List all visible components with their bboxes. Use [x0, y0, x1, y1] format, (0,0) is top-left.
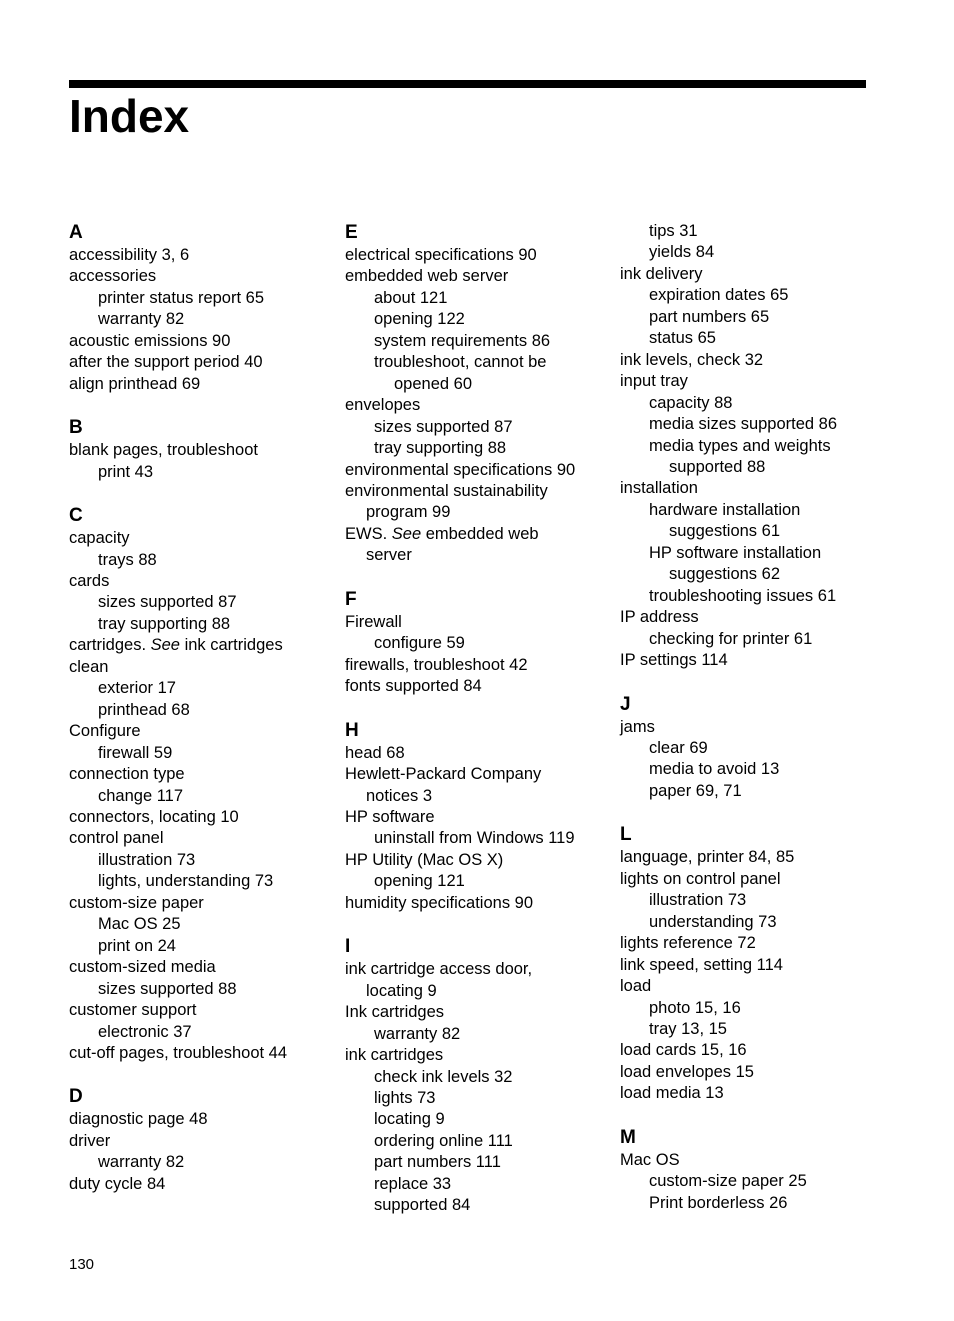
index-entry: system requirements 86 — [374, 331, 551, 350]
index-entry: IP address — [620, 608, 699, 627]
index-entry: load — [620, 977, 652, 996]
index-entry: installation — [620, 479, 698, 498]
index-entry: accessibility 3, 6 — [69, 246, 190, 264]
index-entry: environmental sustainability — [345, 481, 548, 500]
index-entry: diagnostic page 48 — [69, 1110, 208, 1129]
index-entry-text: EWS. — [345, 524, 392, 543]
index-entry: ordering online 111 — [374, 1131, 513, 1150]
index-entry-text: cartridges. — [69, 636, 151, 655]
index-column-1 — [69, 221, 319, 1216]
index-entry: tray supporting 88 — [374, 439, 507, 458]
index-entry: duty cycle 84 — [69, 1174, 166, 1193]
index-entry: suggestions 62 — [669, 565, 780, 584]
index-entry: custom-size paper — [69, 893, 204, 912]
index-entry: print on 24 — [98, 936, 176, 955]
index-entry-text: embedded web — [421, 524, 539, 543]
index-entry: capacity — [69, 529, 130, 548]
index-entry: sizes supported 87 — [98, 593, 237, 612]
index-letter-heading: C — [69, 505, 83, 527]
index-entry: after the support period 40 — [69, 353, 263, 372]
index-letter-heading: H — [345, 719, 359, 741]
index-entry: opening 122 — [374, 310, 465, 329]
index-entry: locating 9 — [366, 981, 437, 1000]
index-entry: HP software — [345, 807, 435, 826]
index-entry: Hewlett-Packard Company — [345, 765, 542, 784]
index-entry: media to avoid 13 — [649, 760, 780, 779]
index-letter-heading: F — [345, 588, 357, 610]
index-entry: about 121 — [374, 288, 448, 307]
index-entry: printhead 68 — [98, 700, 190, 719]
index-entry: Configure — [69, 722, 141, 741]
index-entry: Mac OS 25 — [98, 915, 181, 934]
index-entry: HP Utility (Mac OS X) — [345, 850, 504, 869]
index-column-3 — [620, 221, 880, 1235]
index-column-2 — [345, 221, 605, 1238]
index-group — [69, 1085, 319, 1195]
index-entry: exterior 17 — [98, 679, 176, 698]
index-entry: load cards 15, 16 — [620, 1041, 747, 1060]
index-entry: lights 73 — [374, 1088, 436, 1107]
index-entry: custom-sized media — [69, 958, 216, 977]
index-entry: language, printer 84, 85 — [620, 848, 795, 867]
index-letter-heading: M — [620, 1126, 636, 1148]
index-entry: suggestions 61 — [669, 522, 780, 541]
index-entry: connection type — [69, 765, 185, 784]
index-entry: jams — [620, 717, 655, 736]
index-entry: configure 59 — [374, 634, 465, 653]
see-reference: See — [150, 636, 180, 655]
index-entry: fonts supported 84 — [345, 677, 482, 696]
index-entry: understanding 73 — [649, 912, 777, 931]
index-entry: check ink levels 32 — [374, 1067, 513, 1086]
index-entry: illustration 73 — [649, 891, 747, 910]
index-entry: warranty 82 — [98, 310, 185, 329]
index-group — [69, 416, 319, 483]
index-group — [345, 221, 605, 567]
index-entry: opened 60 — [394, 374, 472, 393]
index-entry: tray 13, 15 — [649, 1019, 727, 1038]
index-entry: supported 88 — [669, 457, 766, 476]
index-entry: media sizes supported 86 — [649, 415, 838, 434]
index-entry: humidity specifications 90 — [345, 893, 534, 912]
index-entry: load media 13 — [620, 1084, 724, 1103]
index-entry: trays 88 — [98, 550, 157, 569]
index-entry: embedded web server — [345, 267, 509, 286]
index-entry: hardware installation — [649, 500, 801, 519]
index-group — [345, 935, 605, 1216]
index-entry: envelopes — [345, 396, 421, 415]
index-entry: control panel — [69, 829, 164, 848]
index-entry: input tray — [620, 372, 688, 391]
see-reference: See — [391, 524, 422, 543]
index-entry: part numbers 111 — [374, 1153, 501, 1172]
index-entry: locating 9 — [374, 1110, 445, 1129]
index-entry: lights reference 72 — [620, 934, 756, 953]
title-rule — [69, 80, 866, 88]
index-entry: media types and weights — [649, 436, 831, 455]
index-entry: server — [366, 546, 412, 565]
index-entry: tips 31 — [649, 222, 698, 240]
index-entry: HP software installation — [649, 543, 822, 562]
index-entry: paper 69, 71 — [649, 781, 742, 800]
index-group — [345, 719, 605, 915]
index-group — [69, 221, 319, 395]
index-entry: ink cartridge access door, — [345, 960, 533, 979]
index-entry: connectors, locating 10 — [69, 807, 239, 826]
index-entry: lights on control panel — [620, 869, 781, 888]
index-entry: uninstall from Windows 119 — [374, 829, 575, 848]
index-entry: capacity 88 — [649, 393, 733, 412]
index-entry: custom-size paper 25 — [649, 1172, 807, 1191]
index-entry: printer status report 65 — [98, 288, 264, 307]
index-entry: blank pages, troubleshoot — [69, 441, 258, 460]
index-entry: load envelopes 15 — [620, 1062, 754, 1081]
index-letter-heading: I — [345, 936, 351, 958]
index-entry: warranty 82 — [374, 1024, 461, 1043]
index-entry: sizes supported 88 — [98, 979, 237, 998]
index-entry: illustration 73 — [98, 850, 196, 869]
index-entry: notices 3 — [366, 786, 433, 805]
index-entry: environmental specifications 90 — [345, 460, 576, 479]
index-entry: Print borderless 26 — [649, 1193, 788, 1212]
index-entry: head 68 — [345, 743, 405, 762]
index-entry: clean — [69, 657, 109, 676]
index-group — [69, 504, 319, 1064]
index-entry: firewalls, troubleshoot 42 — [345, 655, 528, 674]
index-group — [620, 1126, 880, 1214]
page-title: Index — [69, 90, 190, 142]
index-entry: accessories — [69, 267, 157, 286]
index-entry: cards — [69, 571, 110, 590]
index-entry: lights, understanding 73 — [98, 872, 274, 891]
index-letter-heading: D — [69, 1086, 83, 1108]
index-entry: print 43 — [98, 462, 154, 481]
index-entry: driver — [69, 1131, 111, 1150]
index-entry: sizes supported 87 — [374, 417, 513, 436]
index-entry: customer support — [69, 1001, 197, 1020]
index-entry: electrical specifications 90 — [345, 246, 537, 264]
index-group — [620, 221, 880, 672]
index-entry-text: ink cartridges — [179, 636, 283, 655]
index-entry — [345, 524, 605, 545]
index-entry: program 99 — [366, 503, 451, 522]
index-entry: expiration dates 65 — [649, 286, 789, 305]
index-entry: acoustic emissions 90 — [69, 331, 231, 350]
index-entry: Ink cartridges — [345, 1003, 445, 1022]
index-group — [345, 588, 605, 698]
index-entry: part numbers 65 — [649, 307, 770, 326]
index-entry: firewall 59 — [98, 743, 173, 762]
index-letter-heading: E — [345, 222, 358, 243]
index-entry: warranty 82 — [98, 1153, 185, 1172]
index-entry: yields 84 — [649, 243, 715, 262]
index-letter-heading: A — [69, 222, 83, 243]
index-entry: cut-off pages, troubleshoot 44 — [69, 1043, 288, 1062]
index-entry: electronic 37 — [98, 1022, 192, 1041]
index-letter-heading: J — [620, 693, 631, 715]
index-entry: align printhead 69 — [69, 374, 201, 393]
index-entry: link speed, setting 114 — [620, 955, 783, 974]
index-entry: clear 69 — [649, 738, 708, 757]
index-entry: supported 84 — [374, 1196, 471, 1215]
index-entry: Firewall — [345, 612, 402, 631]
index-entry: IP settings 114 — [620, 651, 728, 670]
index-entry: troubleshooting issues 61 — [649, 586, 837, 605]
index-entry: change 117 — [98, 786, 184, 805]
index-entry: replace 33 — [374, 1174, 452, 1193]
index-entry: Mac OS — [620, 1150, 680, 1169]
index-letter-heading: B — [69, 417, 83, 439]
index-group — [620, 823, 880, 1104]
index-entry: troubleshoot, cannot be — [374, 353, 547, 372]
index-entry: status 65 — [649, 329, 716, 348]
index-entry: ink delivery — [620, 264, 703, 283]
index-entry: tray supporting 88 — [98, 614, 231, 633]
index-entry — [69, 635, 319, 656]
index-entry: checking for printer 61 — [649, 629, 813, 648]
index-entry: ink cartridges — [345, 1046, 444, 1065]
index-group — [620, 693, 880, 803]
page-number: 130 — [69, 1256, 95, 1273]
index-entry: photo 15, 16 — [649, 998, 741, 1017]
index-entry: ink levels, check 32 — [620, 350, 764, 369]
index-entry: opening 121 — [374, 872, 465, 891]
index-letter-heading: L — [620, 824, 632, 846]
